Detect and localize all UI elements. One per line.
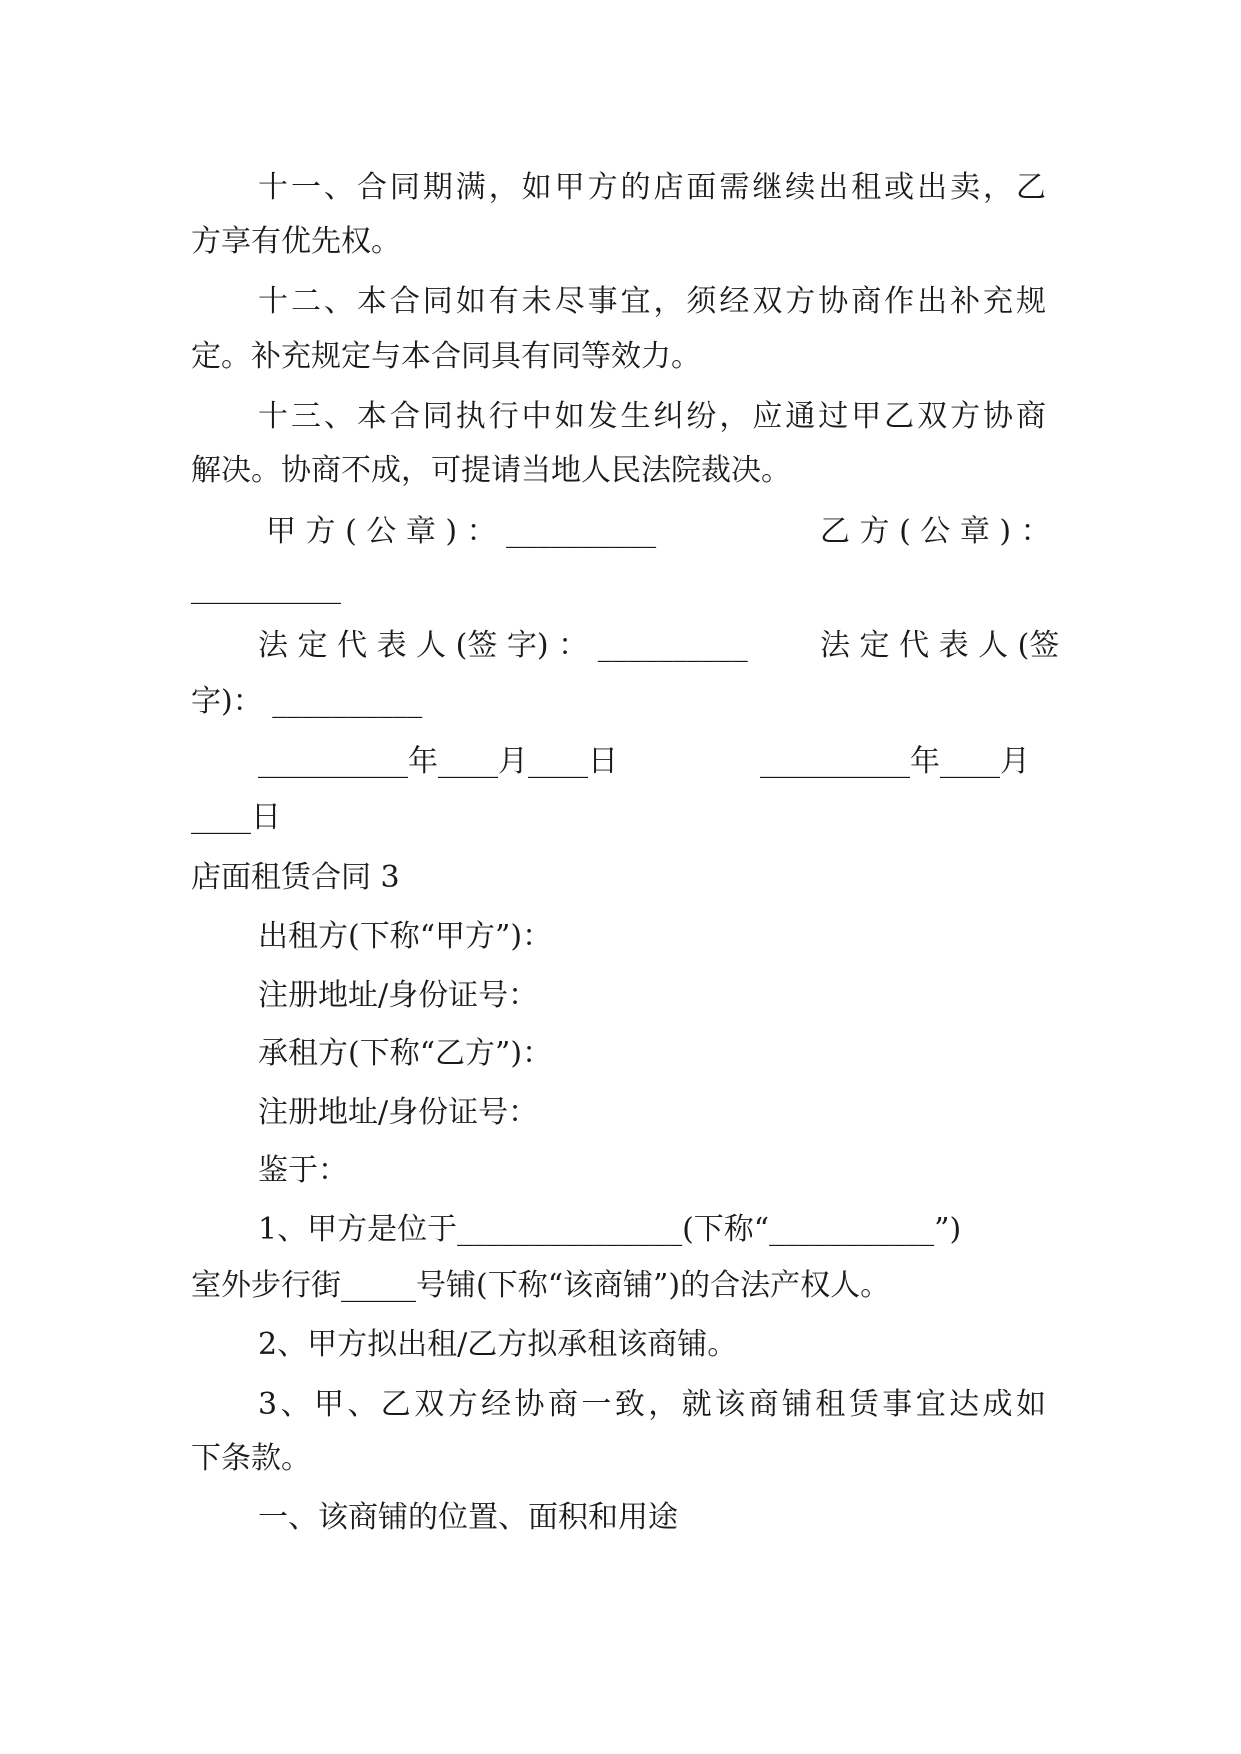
clause-11-line-1: 十一、合同期满，如甲方的店面需继续出租或出卖，乙 (258, 170, 1046, 205)
lessee-line: 承租方(下称“乙方”)： (258, 1036, 553, 1071)
clause-12-line-2: 定。补充规定与本合同具有同等效力。 (191, 339, 701, 374)
party-b-seal-blank: __________ (191, 570, 341, 605)
clause-12-line-1: 十二、本合同如有未尽事宜，须经双方协商作出补充规 (258, 284, 1046, 319)
clause-11-line-2: 方享有优先权。 (191, 224, 401, 259)
date-b-line-2: ____日 (191, 800, 281, 835)
rep-b-signature-line-1: 法 定 代 表 人 (签 (820, 628, 1060, 663)
whereas-1-line-1: 1、甲方是位于_______________(下称“___________”) (258, 1212, 962, 1247)
whereas-2: 2、甲方拟出租/乙方拟承租该商铺。 (258, 1327, 738, 1362)
rep-b-signature-line-2: 字)： __________ (191, 684, 423, 719)
whereas-3-line-1: 3、甲、乙双方经协商一致，就该商铺租赁事宜达成如 (258, 1387, 1046, 1422)
lessor-address-line: 注册地址/身份证号： (258, 978, 539, 1013)
whereas-heading: 鉴于： (258, 1153, 348, 1188)
party-b-seal: 乙 方 ( 公 章 ) ： (820, 514, 1051, 549)
contract-3-title: 店面租赁合同 3 (191, 860, 400, 895)
lessor-line: 出租方(下称“甲方”)： (258, 919, 553, 954)
party-a-seal: 甲 方 ( 公 章 ) ： __________ (266, 514, 657, 549)
lessee-address-line: 注册地址/身份证号： (258, 1095, 539, 1130)
whereas-1-line-2: 室外步行街_____号铺(下称“该商铺”)的合法产权人。 (191, 1268, 891, 1303)
rep-a-signature: 法 定 代 表 人 (签 字) ： __________ (258, 628, 748, 663)
section-1-heading: 一、该商铺的位置、面积和用途 (258, 1500, 678, 1535)
clause-13-line-1: 十三、本合同执行中如发生纠纷，应通过甲乙双方协商 (258, 399, 1046, 434)
date-b-line-1: __________年____月 (760, 744, 1030, 779)
date-a: __________年____月____日 (258, 744, 618, 779)
clause-13-line-2: 解决。协商不成，可提请当地人民法院裁决。 (191, 453, 791, 488)
whereas-3-line-2: 下条款。 (191, 1441, 311, 1476)
